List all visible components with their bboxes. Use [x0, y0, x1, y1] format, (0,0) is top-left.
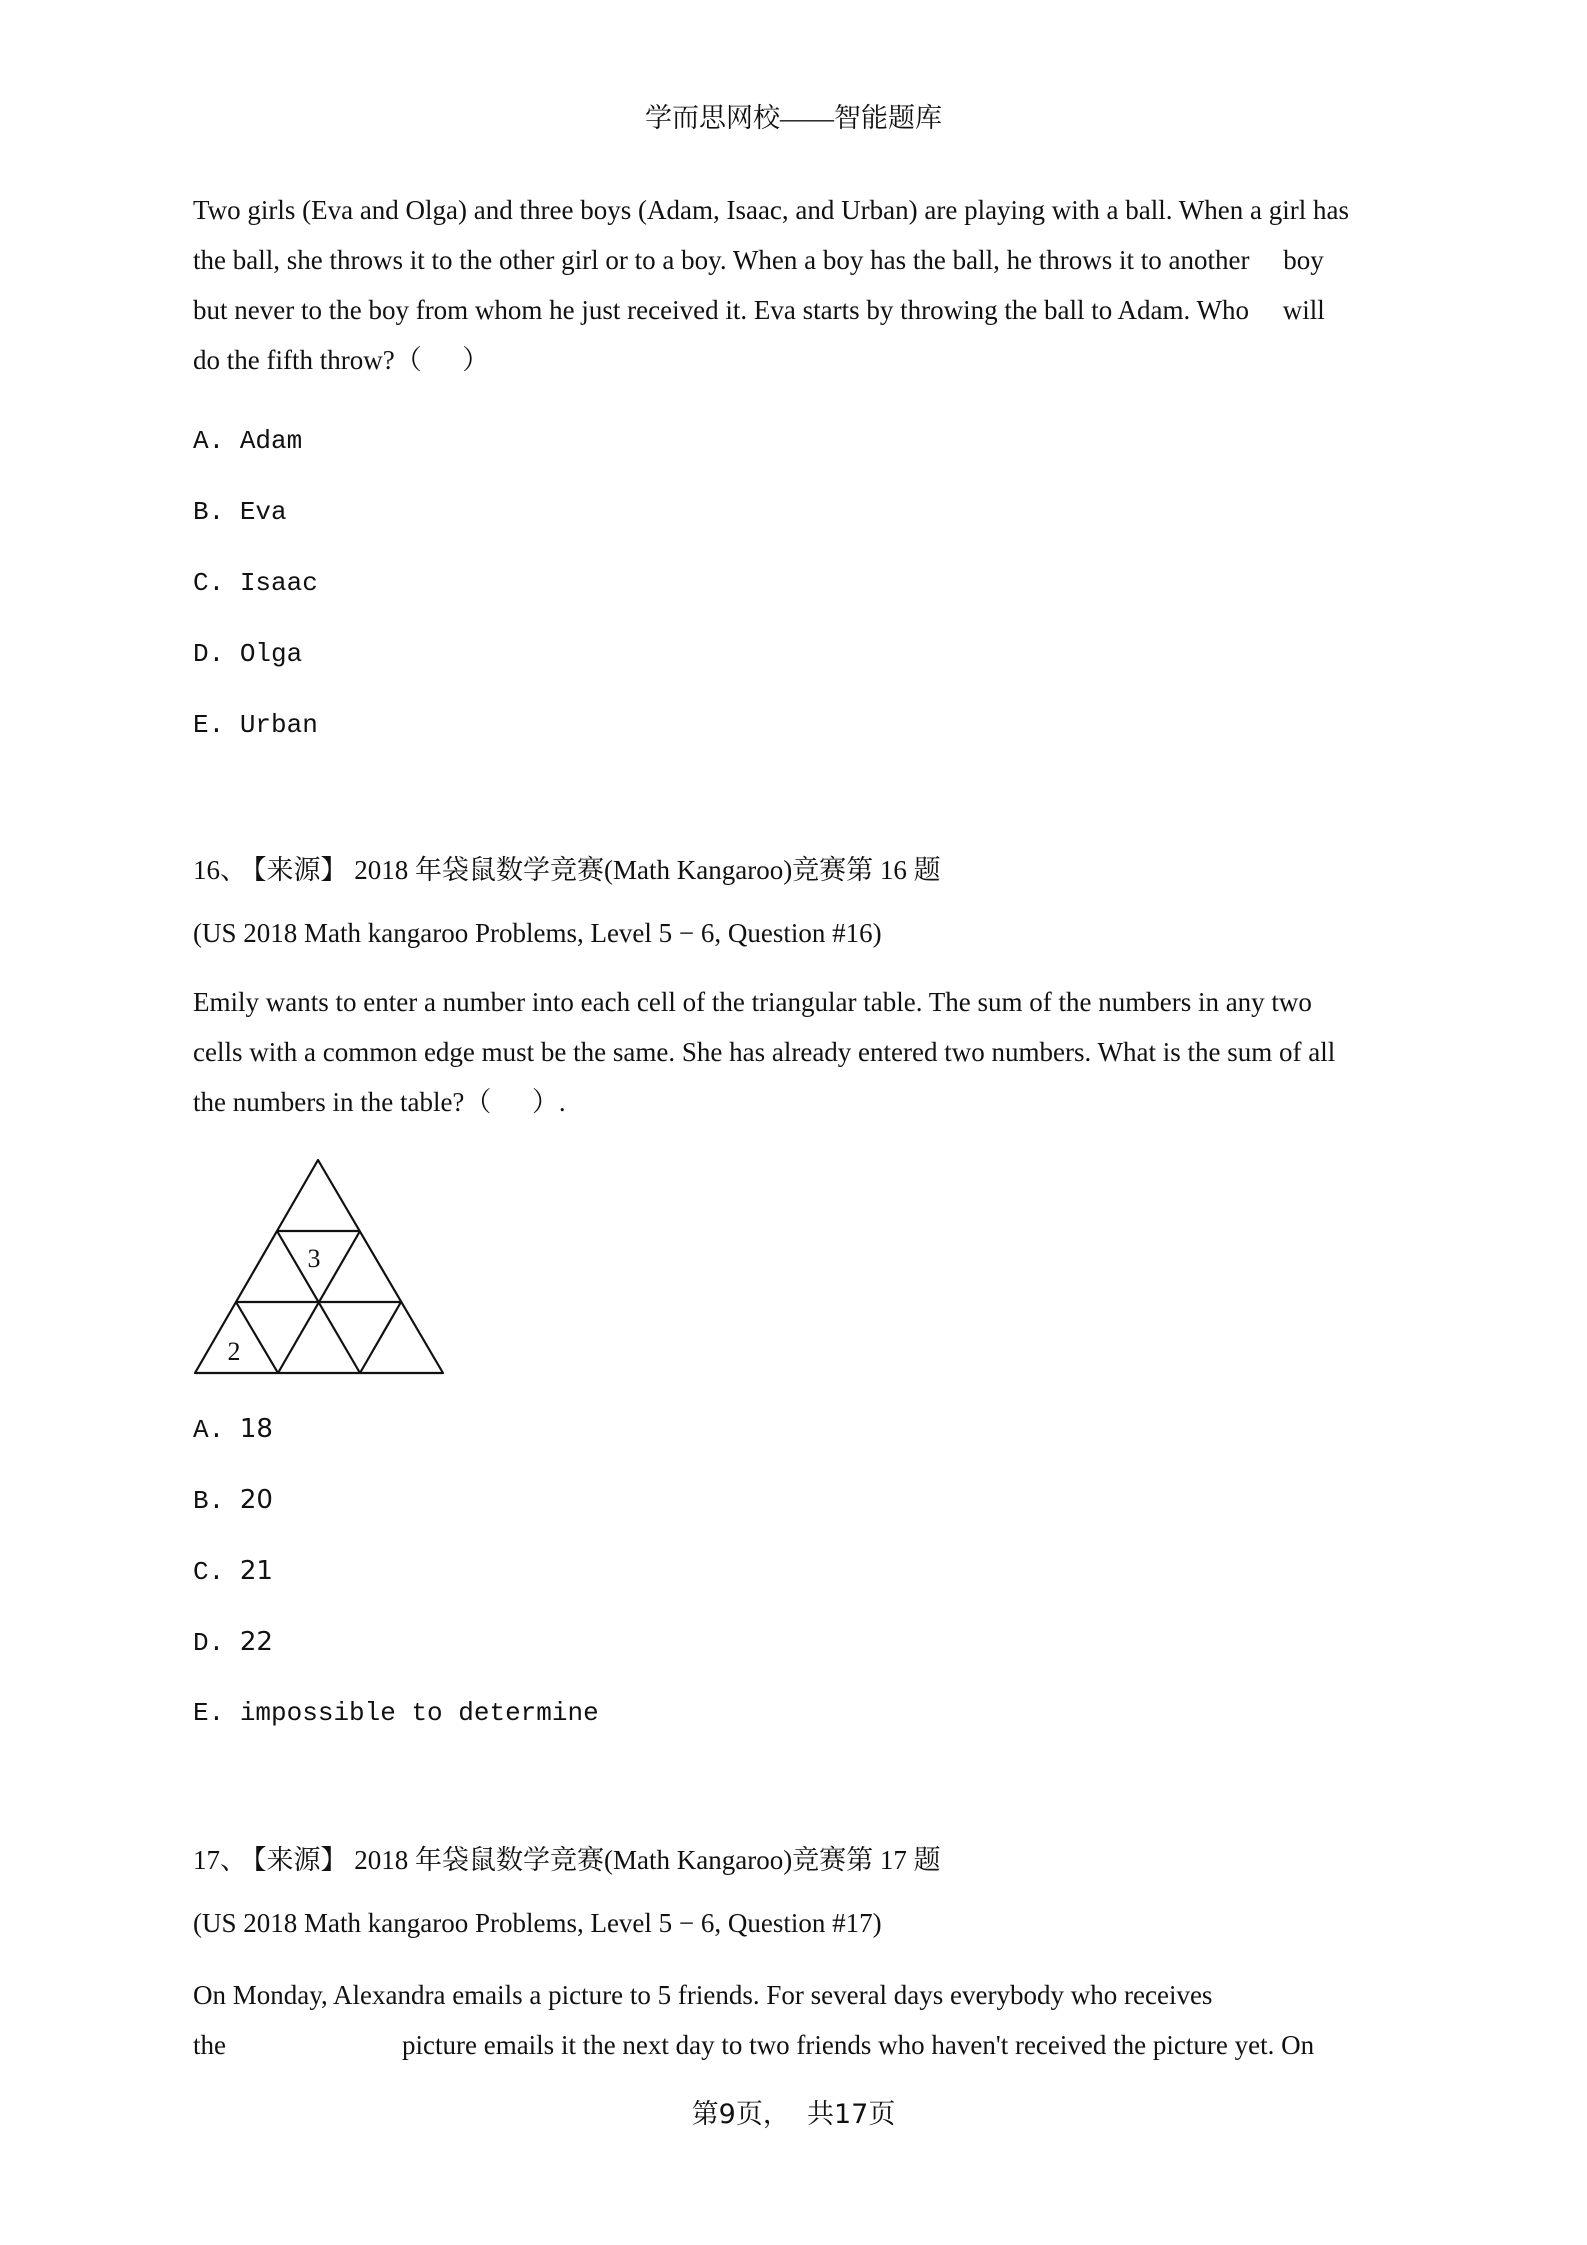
option-text: Eva: [239, 497, 287, 527]
option-letter: E.: [193, 1698, 225, 1728]
option-d: [193, 637, 302, 671]
option-text: 20: [239, 1485, 273, 1515]
text-fragment: the: [193, 2030, 226, 2060]
question-number: 16、: [193, 855, 247, 885]
option-c: [193, 566, 318, 600]
option-text: Olga: [239, 639, 303, 669]
option-text: 21: [239, 1556, 273, 1586]
question-17-subtitle: (US 2018 Math kangaroo Problems, Level 5 − 6, Question #17): [193, 1908, 882, 1938]
option-text: Isaac: [239, 568, 318, 598]
option-letter: B.: [193, 497, 225, 527]
question-text-line: do the fifth throw?（ ）: [193, 345, 490, 375]
option-c: [193, 1554, 273, 1589]
option-letter: B.: [193, 1486, 225, 1516]
question-16-text: [193, 977, 1403, 1127]
source-text: 2018 年袋鼠数学竞赛(Math Kangaroo)竞赛第 17 题: [347, 1845, 941, 1875]
page-footer: 第9页， 共17页: [691, 2099, 896, 2130]
source-text: 2018 年袋鼠数学竞赛(Math Kangaroo)竞赛第 16 题: [347, 855, 941, 885]
option-text: Adam: [239, 426, 303, 456]
option-text: 22: [239, 1627, 273, 1657]
question-16-header: [193, 848, 941, 887]
question-17-text: [193, 1970, 1403, 2070]
question-text-line: On Monday, Alexandra emails a picture to 5 friends. For several days everybody who receives: [193, 1980, 1213, 2010]
option-e: [193, 708, 318, 742]
option-a: [193, 424, 302, 458]
text-fragment: picture emails it the next day to two friends who haven't received the picture yet. On: [402, 2030, 1315, 2060]
option-letter: C.: [193, 568, 225, 598]
option-text: 18: [239, 1414, 273, 1444]
cell-label-top: 3: [307, 1244, 321, 1273]
option-e: [193, 1696, 599, 1730]
option-text: Urban: [239, 710, 318, 740]
question-text-line: the ball, she throws it to the other girl or to a boy. When a boy has the ball, he throws it to another boy: [193, 245, 1324, 275]
option-letter: D.: [193, 1628, 225, 1658]
question-text-line: Two girls (Eva and Olga) and three boys (Adam, Isaac, and Urban) are playing with a ball. When a girl has: [193, 195, 1349, 225]
option-d: [193, 1625, 273, 1660]
question-text-line: but never to the boy from whom he just received it. Eva starts by throwing the ball to Adam. Who will: [193, 295, 1325, 325]
question-text-line: Emily wants to enter a number into each cell of the triangular table. The sum of the numbers in any two: [193, 987, 1312, 1017]
option-b: [193, 1483, 273, 1518]
option-letter: A.: [193, 1415, 225, 1445]
question-number: 17、: [193, 1845, 247, 1875]
option-letter: D.: [193, 639, 225, 669]
triangular-table-figure: [190, 1155, 450, 1380]
question-15-text: [193, 185, 1403, 385]
cell-label-bottom-left: 2: [227, 1337, 241, 1366]
option-letter: C.: [193, 1557, 225, 1587]
page-header-title: 学而思网校——智能题库: [645, 103, 942, 133]
source-tag: 【来源】: [253, 855, 348, 885]
option-text: impossible to determine: [239, 1698, 599, 1728]
option-letter: E.: [193, 710, 225, 740]
question-16-subtitle: (US 2018 Math kangaroo Problems, Level 5 − 6, Question #16): [193, 918, 882, 948]
question-text-line: [193, 2020, 1403, 2070]
question-text-line: the numbers in the table?（ ）.: [193, 1087, 566, 1117]
option-letter: A.: [193, 426, 225, 456]
option-a: [193, 1412, 273, 1447]
question-text-line: cells with a common edge must be the same. She has already entered two numbers. What is the sum of all: [193, 1037, 1336, 1067]
source-tag: 【来源】: [253, 1845, 348, 1875]
question-17-header: [193, 1838, 941, 1877]
option-b: [193, 495, 287, 529]
